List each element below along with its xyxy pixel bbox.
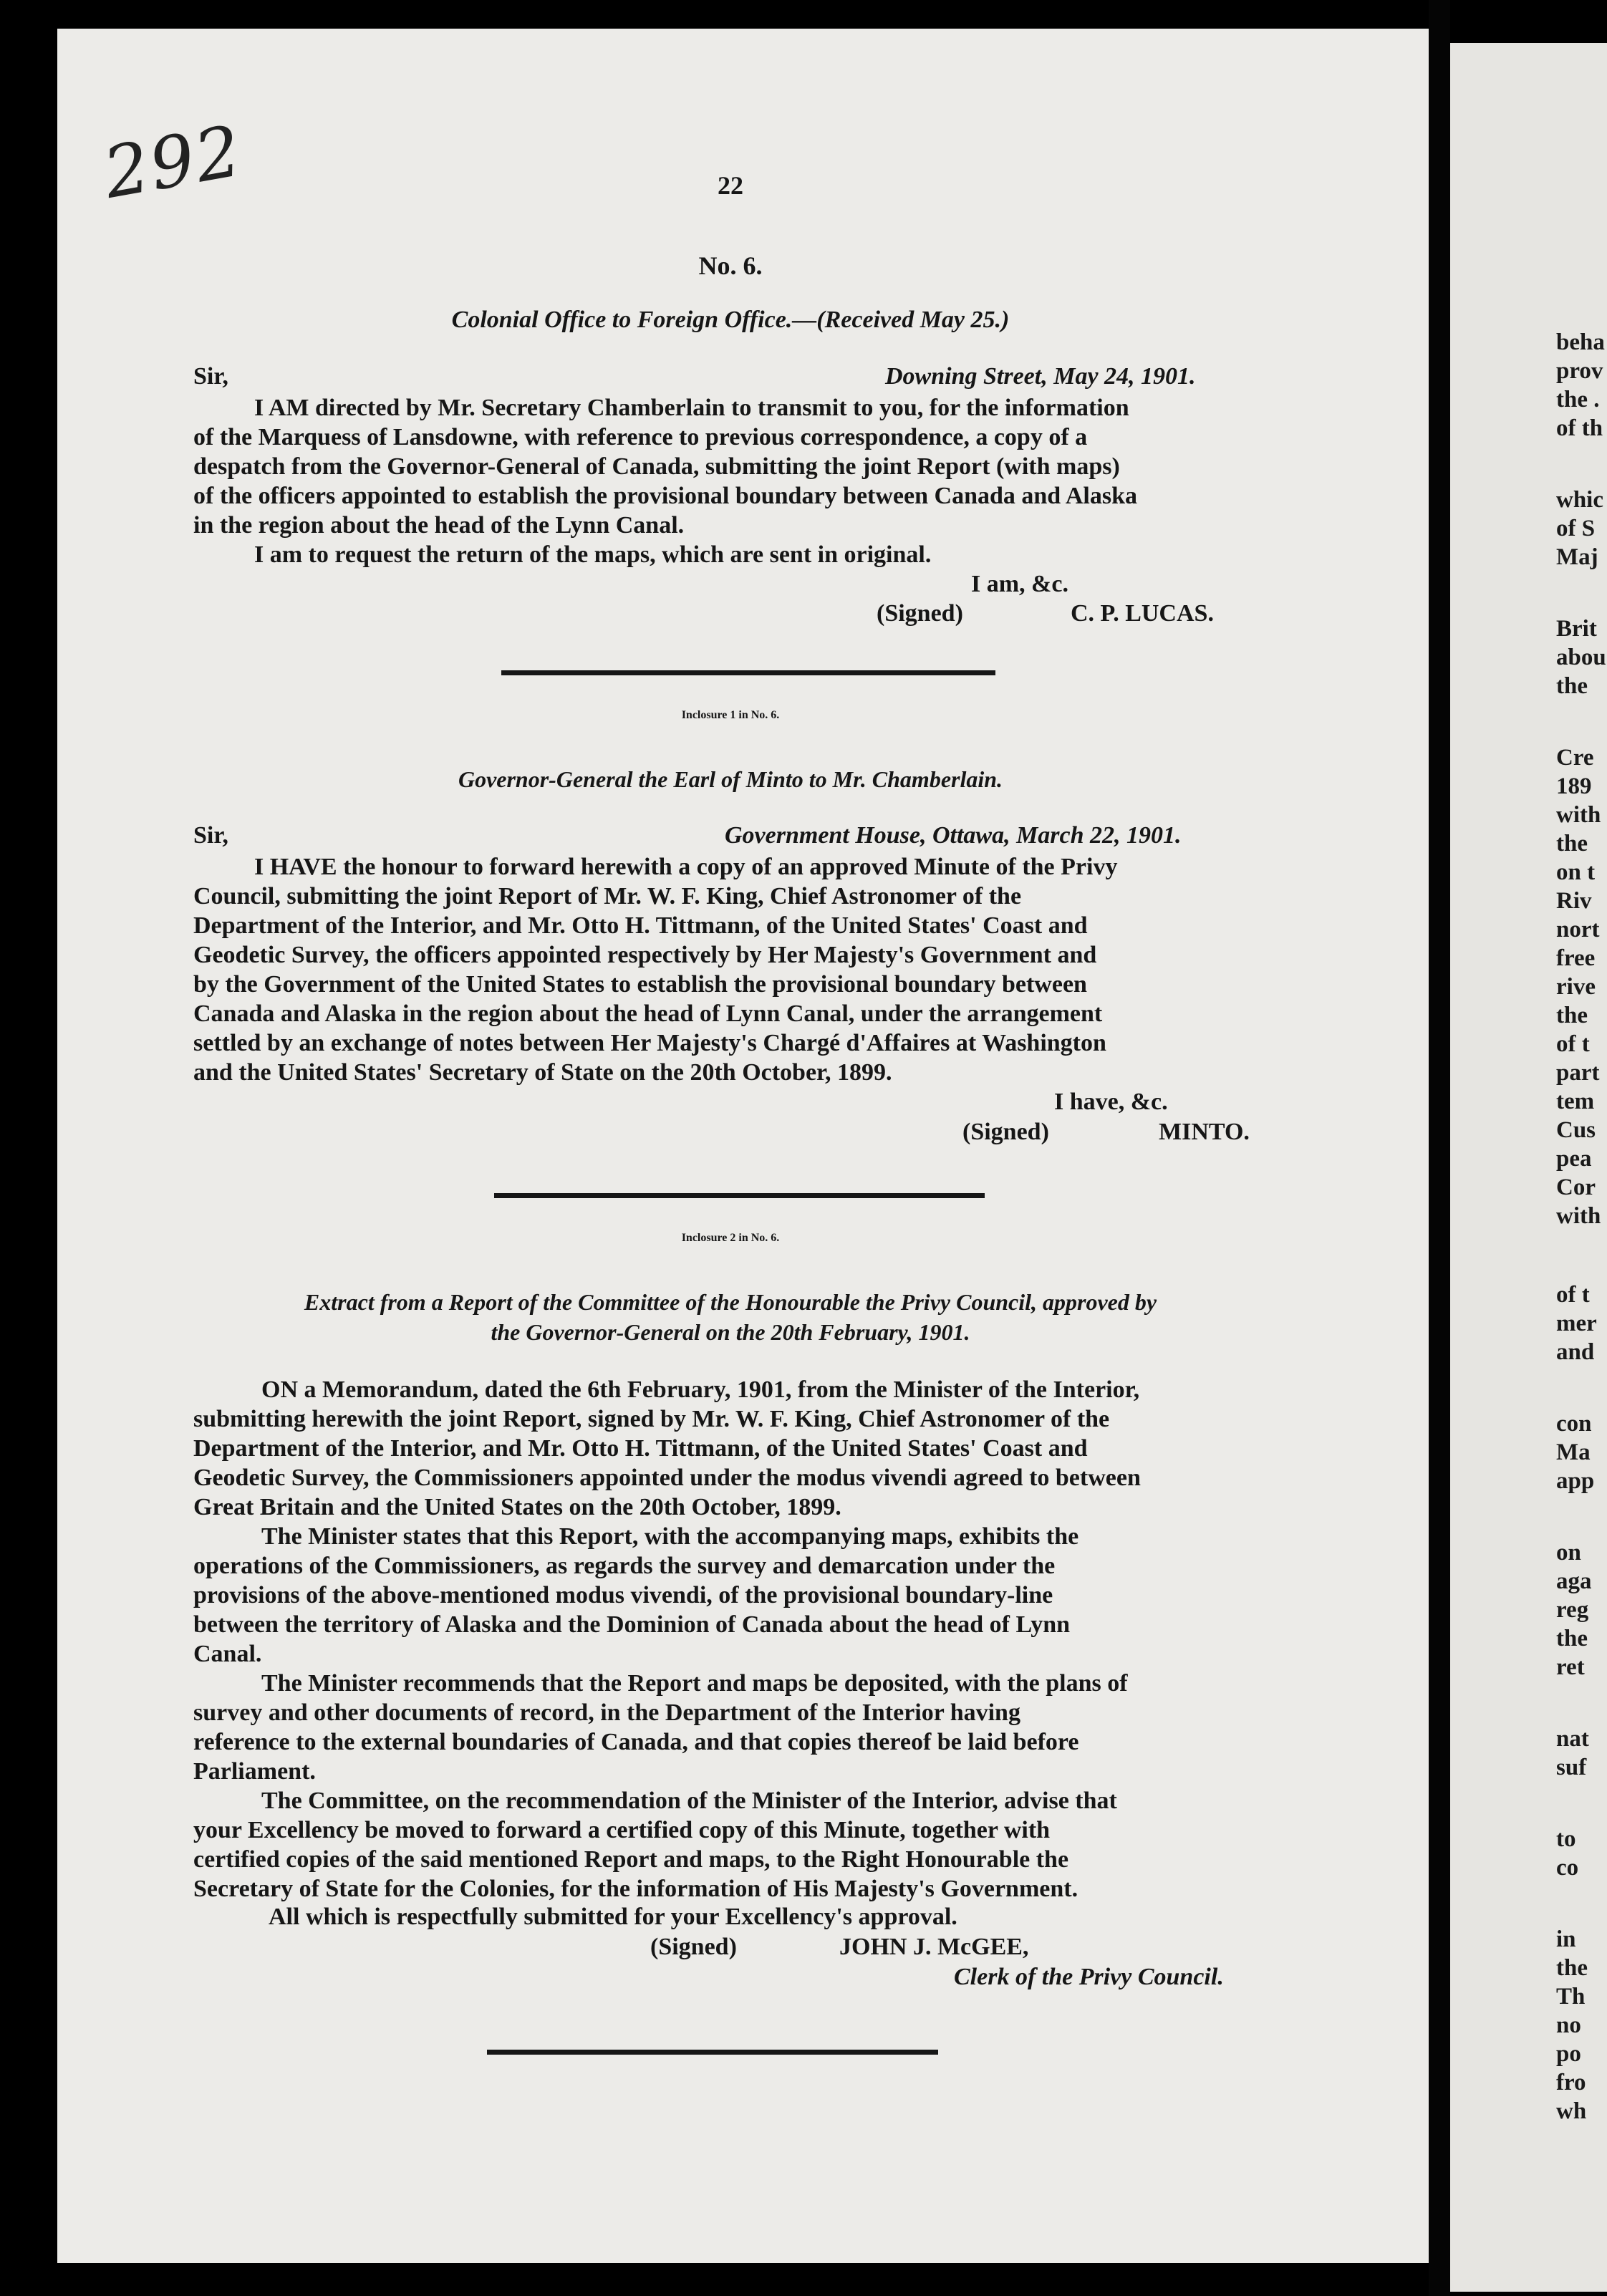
incl2-paragraph-1 <box>193 1375 1290 1522</box>
incl2-line: submitting herewith the joint Report, signed by Mr. W. F. King, Chief Astronomer of the <box>193 1406 1110 1432</box>
facing-page-text-fragment: con <box>1556 1411 1592 1437</box>
facing-page-text-fragment: part <box>1556 1060 1600 1086</box>
incl2-line: provisions of the above-mentioned modus vivendi, of the provisional boundary-line <box>193 1582 1053 1608</box>
incl1-body <box>193 852 1290 1087</box>
doc6-signed-label: (Signed) <box>877 600 963 627</box>
facing-page-text-fragment: the <box>1556 673 1588 699</box>
facing-page-text-fragment: app <box>1556 1468 1595 1494</box>
incl2-line: certified copies of the said mentioned Report and maps, to the Right Honourable the <box>193 1846 1069 1873</box>
facing-page-text-fragment: rive <box>1556 974 1596 1000</box>
facing-page-text-fragment: of th <box>1556 415 1603 441</box>
page-number: 22 <box>718 171 743 200</box>
facing-page-text-fragment: in <box>1556 1926 1576 1952</box>
incl2-line: Secretary of State for the Colonies, for the information of His Majesty's Government. <box>193 1876 1078 1902</box>
facing-page-text-fragment: free <box>1556 945 1596 971</box>
section-divider <box>501 670 995 675</box>
facing-page-text-fragment: tem <box>1556 1089 1595 1114</box>
incl1-salutation: Sir, <box>193 822 228 849</box>
facing-page-text-fragment: ret <box>1556 1654 1585 1680</box>
incl2-line: The Minister recommends that the Report and maps be deposited, with the plans of <box>261 1670 1128 1697</box>
facing-page-text-fragment: suf <box>1556 1755 1587 1780</box>
handwritten-page-number: 292 <box>97 110 248 215</box>
incl2-signature: JOHN J. McGEE, <box>839 1934 1029 1960</box>
incl2-line: your Excellency be moved to forward a certified copy of this Minute, together with <box>193 1817 1051 1843</box>
facing-page-text-fragment: with <box>1556 1203 1601 1229</box>
facing-page-text-fragment: of t <box>1556 1282 1590 1308</box>
facing-page-text-fragment: the <box>1556 1003 1588 1028</box>
facing-page-text-fragment: on t <box>1556 859 1596 885</box>
doc6-subheading: Colonial Office to Foreign Office.—(Received May 25.) <box>451 307 1010 333</box>
doc6-body-line: in the region about the head of the Lynn Canal. <box>193 512 685 539</box>
facing-page-text-fragment: beha <box>1556 329 1605 355</box>
facing-page-text-fragment: nat <box>1556 1726 1589 1752</box>
incl1-body-line: Canada and Alaska in the region about the head of Lynn Canal, under the arrangement <box>193 1000 1103 1027</box>
facing-page-text-fragment: of t <box>1556 1031 1590 1057</box>
incl2-line: operations of the Commissioners, as regards the survey and demarcation under the <box>193 1553 1056 1579</box>
incl2-line: between the territory of Alaska and the Dominion of Canada about the head of Lynn <box>193 1611 1071 1638</box>
facing-page-text-fragment: pea <box>1556 1146 1592 1172</box>
facing-page-text-fragment: whic <box>1556 487 1603 513</box>
incl1-body-line: and the United States' Secretary of State on the 20th October, 1899. <box>193 1059 892 1086</box>
incl2-paragraph-2 <box>193 1522 1290 1669</box>
incl2-line: Canal. <box>193 1641 262 1667</box>
facing-page-text-fragment: prov <box>1556 358 1603 384</box>
incl2-signer-title: Clerk of the Privy Council. <box>954 1964 1224 1990</box>
incl2-heading: Inclosure 2 in No. 6. <box>681 1232 780 1244</box>
facing-page-text-fragment: the . <box>1556 387 1600 413</box>
incl2-line: The Committee, on the recommendation of the Minister of the Interior, advise that <box>261 1788 1117 1814</box>
facing-page-text-fragment: the <box>1556 1955 1588 1981</box>
book-gutter <box>1429 0 1450 2296</box>
incl2-subheading: Extract from a Report of the Committee of the Honourable the Privy Council, approved by <box>304 1289 1157 1315</box>
doc6-request: I am to request the return of the maps, which are sent in original. <box>254 541 932 568</box>
facing-page-text-fragment: Riv <box>1556 888 1592 914</box>
incl2-paragraph-4 <box>193 1786 1290 1904</box>
doc6-body-line: of the Marquess of Lansdowne, with reference to previous correspondence, a copy of a <box>193 424 1088 450</box>
incl2-line: Geodetic Survey, the Commissioners appointed under the modus vivendi agreed to between <box>193 1465 1141 1491</box>
facing-page-text-fragment: Ma <box>1556 1439 1591 1465</box>
incl2-line: ON a Memorandum, dated the 6th February, 1901, from the Minister of the Interior, <box>261 1376 1140 1403</box>
doc6-dateline: Downing Street, May 24, 1901. <box>885 363 1196 390</box>
doc6-closing: I am, &c. <box>971 571 1068 597</box>
doc6-signature: C. P. LUCAS. <box>1071 600 1214 627</box>
incl2-line: Parliament. <box>193 1758 316 1785</box>
incl2-line: The Minister states that this Report, with the accompanying maps, exhibits the <box>261 1523 1079 1550</box>
facing-page-text-fragment: the <box>1556 831 1588 857</box>
section-divider <box>494 1193 985 1198</box>
incl2-signed-label: (Signed) <box>650 1934 737 1960</box>
facing-page-text-fragment: Cre <box>1556 745 1594 771</box>
doc6-salutation: Sir, <box>193 363 228 390</box>
facing-page-text-fragment: reg <box>1556 1597 1589 1623</box>
facing-page-text-fragment: co <box>1556 1855 1579 1881</box>
facing-page-text-fragment: Brit <box>1556 616 1597 642</box>
incl1-body-line: Department of the Interior, and Mr. Otto H. Tittmann, of the United States' Coast and <box>193 912 1088 939</box>
facing-page-fragment <box>1450 43 1607 2292</box>
incl1-body-line: Council, submitting the joint Report of Mr. W. F. King, Chief Astronomer of the <box>193 883 1022 910</box>
facing-page-text-fragment: and <box>1556 1339 1595 1365</box>
incl1-body-line: by the Government of the United States to establish the provisional boundary between <box>193 971 1087 998</box>
facing-page-text-fragment: po <box>1556 2041 1581 2067</box>
facing-page-text-fragment: on <box>1556 1540 1581 1566</box>
facing-page-text-fragment: mer <box>1556 1311 1597 1336</box>
incl2-line: survey and other documents of record, in the Department of the Interior having <box>193 1699 1020 1726</box>
section-divider <box>487 2050 938 2055</box>
doc6-body-line: of the officers appointed to establish the provisional boundary between Canada and Alaska <box>193 483 1137 509</box>
doc6-body <box>193 393 1290 540</box>
incl1-heading: Inclosure 1 in No. 6. <box>681 709 780 721</box>
facing-page-text-fragment: the <box>1556 1626 1588 1651</box>
incl1-body-line: I HAVE the honour to forward herewith a copy of an approved Minute of the Privy <box>254 854 1118 880</box>
incl1-dateline: Government House, Ottawa, March 22, 1901. <box>725 822 1182 849</box>
incl2-line: Great Britain and the United States on the 20th October, 1899. <box>193 1494 841 1520</box>
incl1-subheading: Governor-General the Earl of Minto to Mr. Chamberlain. <box>458 766 1003 792</box>
facing-page-text-fragment: of S <box>1556 516 1596 541</box>
facing-page-text-fragment: Maj <box>1556 544 1598 570</box>
facing-page-text-fragment: abou <box>1556 645 1606 670</box>
facing-page-text-fragment: 189 <box>1556 773 1592 799</box>
doc6-heading: No. 6. <box>698 251 763 280</box>
facing-page-text-fragment: aga <box>1556 1568 1592 1594</box>
incl2-line: reference to the external boundaries of Canada, and that copies thereof be laid before <box>193 1729 1079 1755</box>
incl2-line: Department of the Interior, and Mr. Otto H. Tittmann, of the United States' Coast and <box>193 1435 1088 1462</box>
doc6-body-line: despatch from the Governor-General of Canada, submitting the joint Report (with maps) <box>193 453 1120 480</box>
facing-page-text-fragment: with <box>1556 802 1601 828</box>
incl2-paragraph-5: All which is respectfully submitted for your Excellency's approval. <box>269 1904 957 1930</box>
facing-page-text-fragment: Cor <box>1556 1174 1596 1200</box>
facing-page-text-fragment: Cus <box>1556 1117 1596 1143</box>
incl2-subheading: the Governor-General on the 20th February, 1901. <box>491 1319 970 1345</box>
incl1-closing: I have, &c. <box>1054 1089 1168 1115</box>
incl1-body-line: Geodetic Survey, the officers appointed respectively by Her Majesty's Government and <box>193 942 1097 968</box>
facing-page-text-fragment: fro <box>1556 2070 1586 2095</box>
facing-page-text-fragment: no <box>1556 2012 1581 2038</box>
facing-page-text-fragment: wh <box>1556 2098 1587 2124</box>
facing-page-text-fragment: nort <box>1556 917 1600 942</box>
facing-page-text-fragment: Th <box>1556 1984 1586 2010</box>
incl2-paragraph-3 <box>193 1669 1290 1786</box>
incl1-body-line: settled by an exchange of notes between Her Majesty's Chargé d'Affaires at Washington <box>193 1030 1106 1056</box>
incl1-signed-label: (Signed) <box>962 1119 1049 1145</box>
doc6-body-line: I AM directed by Mr. Secretary Chamberlain to transmit to you, for the information <box>254 395 1129 421</box>
incl1-signature: MINTO. <box>1159 1119 1250 1145</box>
facing-page-text-fragment: to <box>1556 1826 1576 1852</box>
